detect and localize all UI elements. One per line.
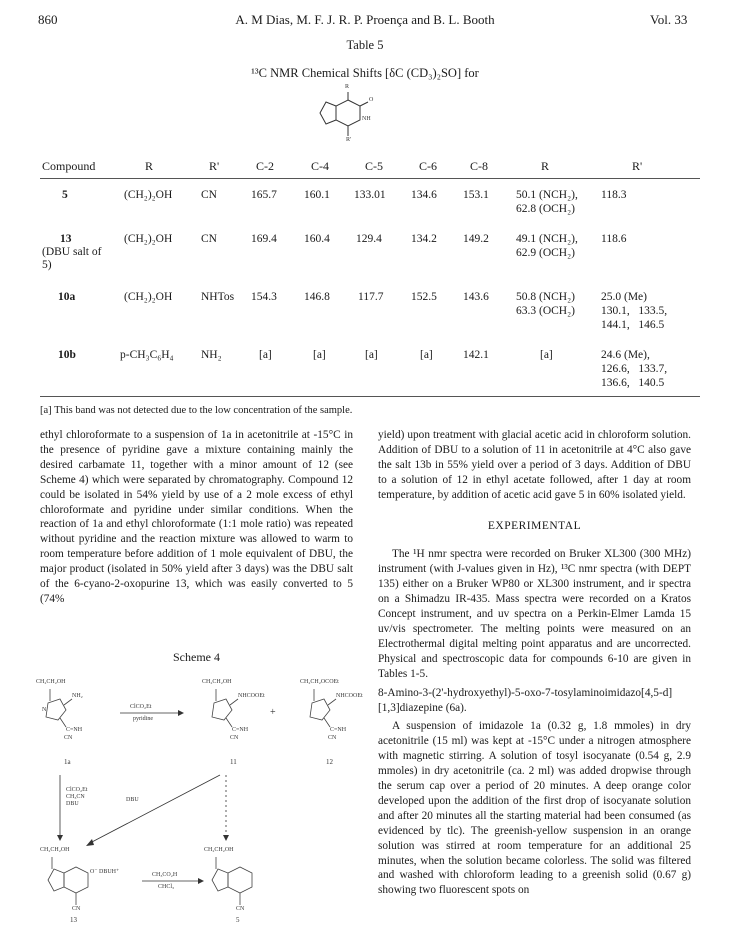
- cell-rprime-shift-3: 136.6, 140.5: [601, 377, 665, 389]
- cell-c5: 117.7: [358, 291, 384, 303]
- cell-c2: 154.3: [251, 291, 277, 303]
- cell-c2: 165.7: [251, 189, 277, 201]
- label-cnh: C=NH: [232, 727, 249, 733]
- purine-ring-drawing: [318, 86, 388, 148]
- cell-compound-note: (DBU salt of 5): [42, 246, 102, 271]
- table-label: Table 5: [346, 38, 384, 52]
- cell-rprime-shift-1: 118.3: [601, 189, 627, 201]
- cell-c2: 169.4: [251, 233, 277, 245]
- label-nhcooet: NHCOOEt: [336, 693, 363, 699]
- table-header-rule: [40, 178, 700, 179]
- cell-c8: 153.1: [463, 189, 489, 201]
- cell-r-shift-1: 49.1 (NCH₂),: [516, 233, 578, 245]
- label-ch2ch2oh: CH₂CH₂OH: [36, 679, 66, 685]
- left-column-text: [40, 428, 353, 607]
- cell-rprime: CN: [201, 233, 217, 245]
- compound-1a-label: 1a: [64, 758, 71, 766]
- cell-rprime-shift-1: 118.6: [601, 233, 627, 245]
- cell-c5: [a]: [365, 349, 378, 361]
- structure-o-label: O: [369, 97, 374, 103]
- table-title: ¹³C NMR Chemical Shifts [δC (CD₃)₂SO] for: [251, 66, 479, 80]
- cell-rprime-shift-2: 126.6, 133.7,: [601, 363, 668, 375]
- label-ch2ch2oh: CH₂CH₂OH: [40, 847, 70, 853]
- col-header-c8: C-8: [470, 159, 488, 173]
- cell-r-shift-1: 50.1 (NCH₂),: [516, 189, 578, 201]
- cell-r-shift-2: 62.9 (OCH₂): [516, 247, 575, 259]
- volume-label: Vol. 33: [650, 12, 688, 27]
- reagent-bottom: pyridine: [133, 716, 153, 722]
- label-cn: CN: [236, 906, 245, 912]
- cell-c8: 142.1: [463, 349, 489, 361]
- cell-rprime-shift-1: 24.6 (Me),: [601, 349, 650, 361]
- structure-r-label: R: [345, 84, 350, 90]
- label-ch2ch2oh: CH₂CH₂OH: [204, 847, 234, 853]
- compound-12-label: 12: [326, 758, 333, 766]
- reagent-list-3: DBU: [66, 801, 79, 807]
- section-heading: EXPERIMENTAL: [487, 519, 582, 532]
- col-header-compound: Compound: [42, 159, 96, 173]
- running-header-authors: A. M Dias, M. F. J. R. P. Proença and B. L. Booth: [235, 12, 495, 27]
- table-footnote: [a] This band was not detected due to the low concentration of the sample.: [40, 405, 353, 416]
- cell-c8: 143.6: [463, 291, 489, 303]
- label-cn: CN: [328, 735, 337, 741]
- paragraph: The ¹H nmr spectra were recorded on Bruker XL300 (300 MHz) instrument (with J-values given in Hz), ¹³C nmr spectra (with DEPT 135) either on a Bruker WP80 or XL300 instrument, and ir spectra on a Shimadzu IR-435. Mass spectra were recorded on a Kratos Concept instrument, and uv spectra on a Perkin-Elmer Lamda 15 uv/vis spectrometer. The melting points were measured on an Electrothermal digital melting point apparatus and are uncorrected. Physical and spectroscopic data for compounds 6-10 are given in Tables 1-5.: [378, 548, 691, 680]
- col-header-r: R: [145, 159, 154, 173]
- page-number: 860: [38, 12, 58, 27]
- label-ch2ch2oh: CH₂CH₂OH: [202, 679, 232, 685]
- cell-c4: 160.4: [304, 233, 330, 245]
- col-header-c6: C-6: [419, 159, 437, 173]
- reagent-list-2: CH₃CN: [66, 794, 85, 800]
- reagent-list-1: ClCO₂Et: [66, 787, 88, 793]
- cell-r-shift-1: 50.8 (NCH₂): [516, 291, 575, 303]
- label-n: N: [42, 707, 47, 713]
- cell-r-shift-1: [a]: [540, 349, 553, 361]
- cell-c4: 160.1: [304, 189, 330, 201]
- col-header-c5: C-5: [365, 159, 383, 173]
- cell-c6: 152.5: [411, 291, 437, 303]
- cell-r: (CH₂)₂OH: [124, 291, 173, 303]
- col-header-r-shift: R: [541, 159, 550, 173]
- label-cn: CN: [72, 906, 81, 912]
- cell-compound: 10a: [58, 291, 76, 303]
- cell-rprime-shift-3: 144.1, 146.5: [601, 319, 665, 331]
- plus-sign: +: [270, 707, 276, 718]
- cell-compound: 13: [60, 233, 72, 245]
- right-column-text: [378, 428, 691, 898]
- cell-c5: 129.4: [356, 233, 382, 245]
- reagent-dbu: DBU: [126, 797, 139, 803]
- cell-c4: 146.8: [304, 291, 330, 303]
- cell-compound: 5: [62, 189, 68, 201]
- cell-c4: [a]: [313, 349, 326, 361]
- compound-5-label: 5: [236, 916, 240, 924]
- paragraph: yield) upon treatment with glacial acetic acid in chloroform solution. Addition of DBU to a solution of 11 in acetonitrile at 4°C also gave the salt 13b in 55% yield over a period of 3 days. Addition of DBU to a solution of 12 in ethyl acetate followed, after 1 day at room temperature, by addition of acetic acid gave 5 in 60% isolated yield.: [378, 429, 691, 501]
- cell-r: (CH₂)₂OH: [124, 233, 173, 245]
- cell-c5: 133.01: [354, 189, 386, 201]
- label-cnh: C=NH: [330, 727, 347, 733]
- cell-rprime-shift-1: 25.0 (Me): [601, 291, 647, 303]
- label-cnh: C=NH: [66, 727, 83, 733]
- col-header-c2: C-2: [256, 159, 274, 173]
- cell-c8: 149.2: [463, 233, 489, 245]
- cell-r-shift-2: 63.3 (OCH₂): [516, 305, 575, 317]
- cell-rprime: NH₂: [201, 349, 222, 361]
- col-header-c4: C-4: [311, 159, 329, 173]
- reagent-top: CH₃CO₂H: [152, 872, 178, 878]
- cell-rprime: NHTos: [201, 291, 235, 303]
- reagent-top: ClCO₂Et: [130, 704, 152, 710]
- cell-compound: 10b: [58, 349, 76, 361]
- cell-c6: [a]: [420, 349, 433, 361]
- cell-r: p-CH₃C₆H₄: [120, 349, 174, 361]
- compound-11-label: 11: [230, 758, 237, 766]
- structure-nh-label: NH: [362, 116, 371, 122]
- label-cn: CN: [230, 735, 239, 741]
- paragraph: ethyl chloroformate to a suspension of 1a in acetonitrile at -15°C in the presence of pyridine gave a mixture containing mainly the desired carbamate 11, together with a minor amount of 12 (see Scheme 4) which were separated by chromatography. Compound 12 could be isolated in 54% yield by use of a 2 mole excess of ethyl chloroformate and pyridine under similar conditions. When the reaction of 1a and ethyl chloroformate (1:1 mole ratio) was repeated without pyridine and the reaction mixture was allowed to warm to room temperature before addition of 1 mole equivalent of DBU, the major product (isolated in 50% yield after 3 days) was the DBU salt of the 6-cyano-2-oxopurine 13, which was easily converted to 5 (74%: [40, 429, 353, 605]
- paragraph: A suspension of imidazole 1a (0.32 g, 1.8 mmoles) in dry acetonitrile (15 ml) was kept at -15°C under a nitrogen atmosphere with magnetic stirring. A solution of tosyl isocyanate (0.54 g, 2.9 mmoles) in dry acetonitrile (ca. 2 ml) was added dropwise through the serum cap over a period of 20 minutes. A deep orange color developed upon the addition of the first drop of isocyanate solution and after 20 minutes all the starting material had been consumed (as evidenced by tlc). The greenish-yellow suspension in an orange solution was stirred at room temperature for an additional 25 minutes, when the solution became colorless. The solid was filtered and washed with chloroform leading to a greenish solid (0.67 g) showing two fluorescent spots on: [378, 720, 691, 897]
- structure-rp-label: R': [346, 137, 352, 143]
- table-bottom-rule: [40, 396, 700, 397]
- cell-c2: [a]: [259, 349, 272, 361]
- label-cn: CN: [64, 735, 73, 741]
- cell-r-shift-2: 62.8 (OCH₂): [516, 203, 575, 215]
- cell-rprime: CN: [201, 189, 217, 201]
- cell-c6: 134.2: [411, 233, 437, 245]
- col-header-rprime-shift: R': [632, 159, 643, 173]
- cell-r: (CH₂)₂OH: [124, 189, 173, 201]
- cell-rprime-shift-2: 130.1, 133.5,: [601, 305, 668, 317]
- scheme-title: Scheme 4: [173, 650, 220, 664]
- col-header-rprime: R': [209, 159, 220, 173]
- reagent-bottom: CHCl₃: [158, 884, 175, 890]
- scheme-4-diagram: [30, 675, 363, 925]
- label-nh2: NH₂: [72, 693, 83, 699]
- purine-structure: [318, 86, 388, 148]
- label-nhcooet: NHCOOEt: [238, 693, 265, 699]
- label-dbuh: O⁻ DBUH⁺: [90, 869, 120, 875]
- compound-heading: 8-Amino-3-(2'-hydroxyethyl)-5-oxo-7-tosylaminoimidazo[4,5-d][1,3]diazepine (6a).: [378, 686, 673, 714]
- cell-c6: 134.6: [411, 189, 437, 201]
- label-ch2ch2ococet: CH₂CH₂OCOEt: [300, 679, 339, 685]
- compound-13-label: 13: [70, 916, 77, 924]
